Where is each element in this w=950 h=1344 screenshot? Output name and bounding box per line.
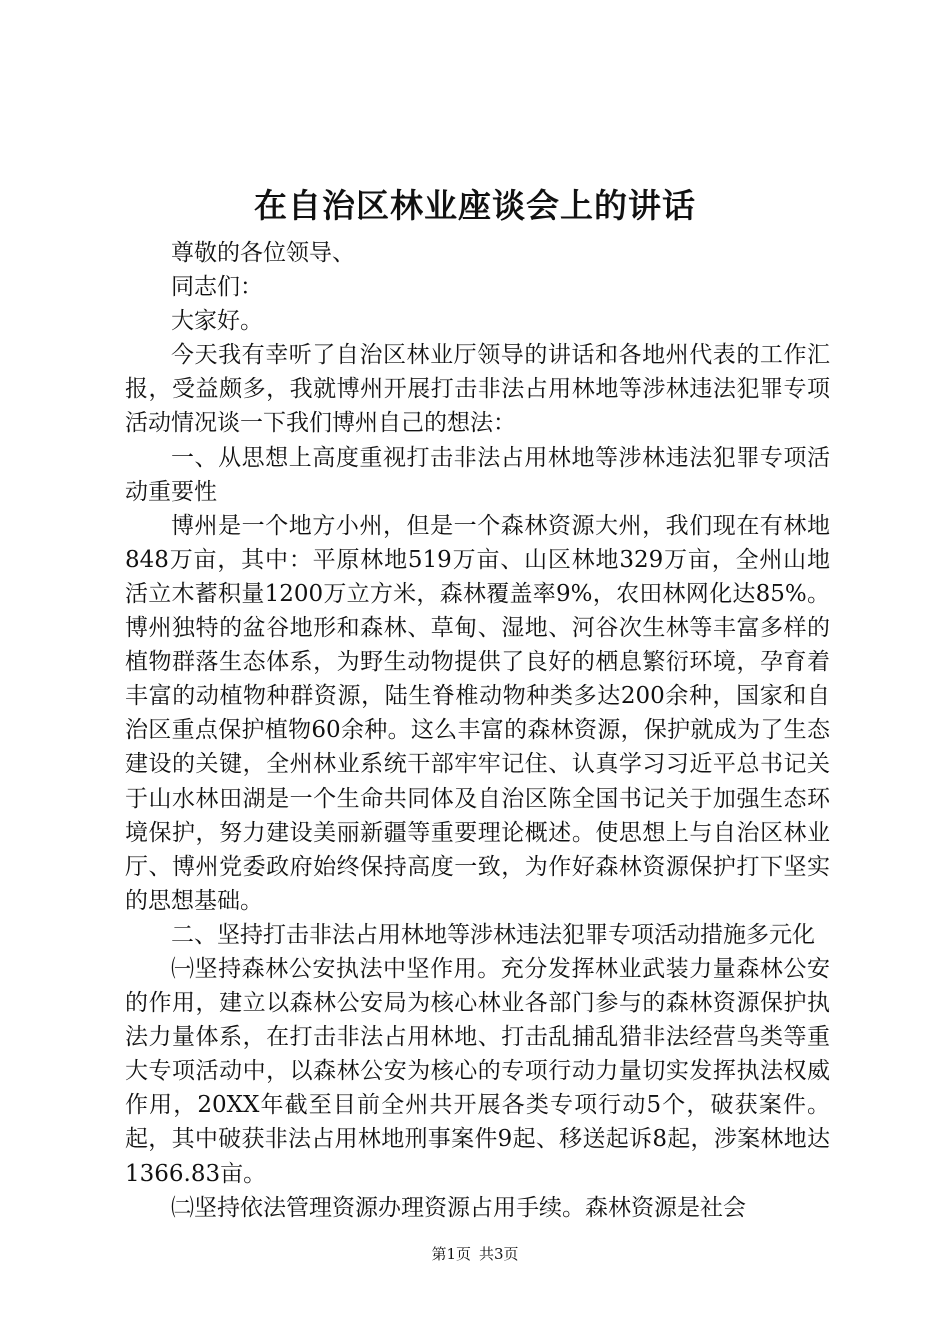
section-heading-1: 一、从思想上高度重视打击非法占用林地等涉林违法犯罪专项活动重要性 — [125, 444, 830, 505]
salutation-line-1: 尊敬的各位领导、 — [171, 240, 355, 266]
greeting: 大家好。 — [171, 308, 263, 335]
document-title: 在自治区林业座谈会上的讲话 — [254, 186, 696, 225]
body-paragraph: 博州是一个地方小州，但是一个森林资源大州，我们现在有林地848万亩，其中：平原林地519万亩、山区林地329万亩，全州山地活立木蓄积量1200万立方米，森林覆盖率9%，农田林网化达85%。博州独特的盆谷地形和森林、草甸、湿地、河谷次生林等丰富多样的植物群落生态体系，为野生动物提供了良好的栖息繁衍环境，孕育着丰富的动植物种群资源，陆生脊椎动物种类多达200余种，国家和自治区重点保护植物60余种。这么丰富的森林资源，保护就成为了生态建设的关键，全州林业系统干部牢牢记住、认真学习习近平总书记关于山水林田湖是一个生命共同体及自治区陈全国书记关于加强生态环境保护，努力建设美丽新疆等重要理论概述。使思想上与自治区林业厅、博州党委政府始终保持高度一致，为作好森林资源保护打下坚实的思想基础。 — [125, 512, 830, 914]
body-paragraph: ㈡坚持依法管理资源办理资源占用手续。森林资源是社会 — [171, 1194, 746, 1221]
page-number: 第1页 — [431, 1245, 471, 1263]
salutation-line-2: 同志们： — [171, 274, 263, 301]
document-body — [125, 236, 830, 1225]
section-heading-2: 二、坚持打击非法占用林地等涉林违法犯罪专项活动措施多元化 — [171, 921, 815, 948]
body-paragraph: ㈠坚持森林公安执法中坚作用。充分发挥林业武装力量森林公安的作用，建立以森林公安局为核心林业各部门参与的森林资源保护执法力量体系，在打击非法占用林地、打击乱捕乱猎非法经营鸟类等重大专项活动中，以森林公安为核心的专项行动力量切实发挥执法权威作用，20XX年截至目前全州共开展各类专项行动5个，破获案件。起，其中破获非法占用林地刑事案件9起、移送起诉8起，涉案林地达1366.83亩。 — [125, 955, 830, 1187]
intro-paragraph: 今天我有幸听了自治区林业厅领导的讲话和各地州代表的工作汇报，受益颇多，我就博州开展打击非法占用林地等涉林违法犯罪专项活动情况谈一下我们博州自己的想法： — [125, 342, 830, 437]
page-total: 共3页 — [479, 1245, 519, 1263]
page-footer — [0, 1244, 950, 1264]
